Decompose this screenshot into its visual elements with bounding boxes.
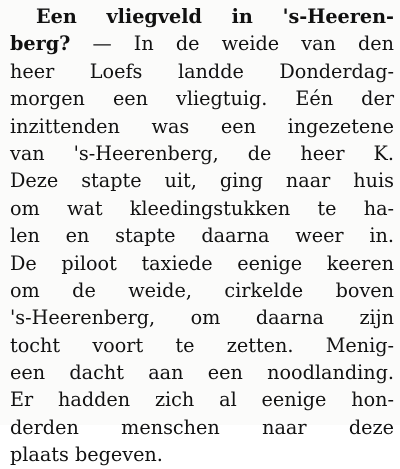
article-line-8: om wat kleedingstukken te ha- <box>10 196 394 220</box>
article-headline-continued: berg? <box>10 32 71 56</box>
article-line-5: inzittenden was een ingezetene <box>10 114 394 138</box>
article-body-start: — In de weide van den <box>92 32 394 56</box>
article-line-2 <box>10 30 394 57</box>
article-line-9: len en stapte daarna weer in. <box>10 224 394 248</box>
article-line-15: Er hadden zich al eenige hon- <box>10 388 394 412</box>
article-line-16: derden menschen naar deze <box>10 415 394 439</box>
article-line-14: een dacht aan een noodlanding. <box>10 361 394 385</box>
article-line-13: tocht voort te zetten. Menig- <box>10 333 394 357</box>
article-line-17: plaats begeven. <box>10 443 163 467</box>
article-line-11: om de weide, cirkelde boven <box>10 278 394 302</box>
article-line-10: De piloot taxiede eenige keeren <box>10 251 394 275</box>
article-line-1 <box>10 3 394 30</box>
article-line-7: Deze stapte uit, ging naar huis <box>10 169 394 193</box>
article-line-12: 's-Heerenberg, om daarna zijn <box>10 306 394 330</box>
article-line-6: van 's-Heerenberg, de heer K. <box>10 141 394 165</box>
article-text <box>10 3 394 469</box>
article-headline: Een vliegveld in 's-Heeren- <box>36 5 394 28</box>
article-line-4: morgen een vliegtuig. Eén der <box>10 87 394 111</box>
article-line-3: heer Loefs landde Donderdag- <box>10 59 394 83</box>
